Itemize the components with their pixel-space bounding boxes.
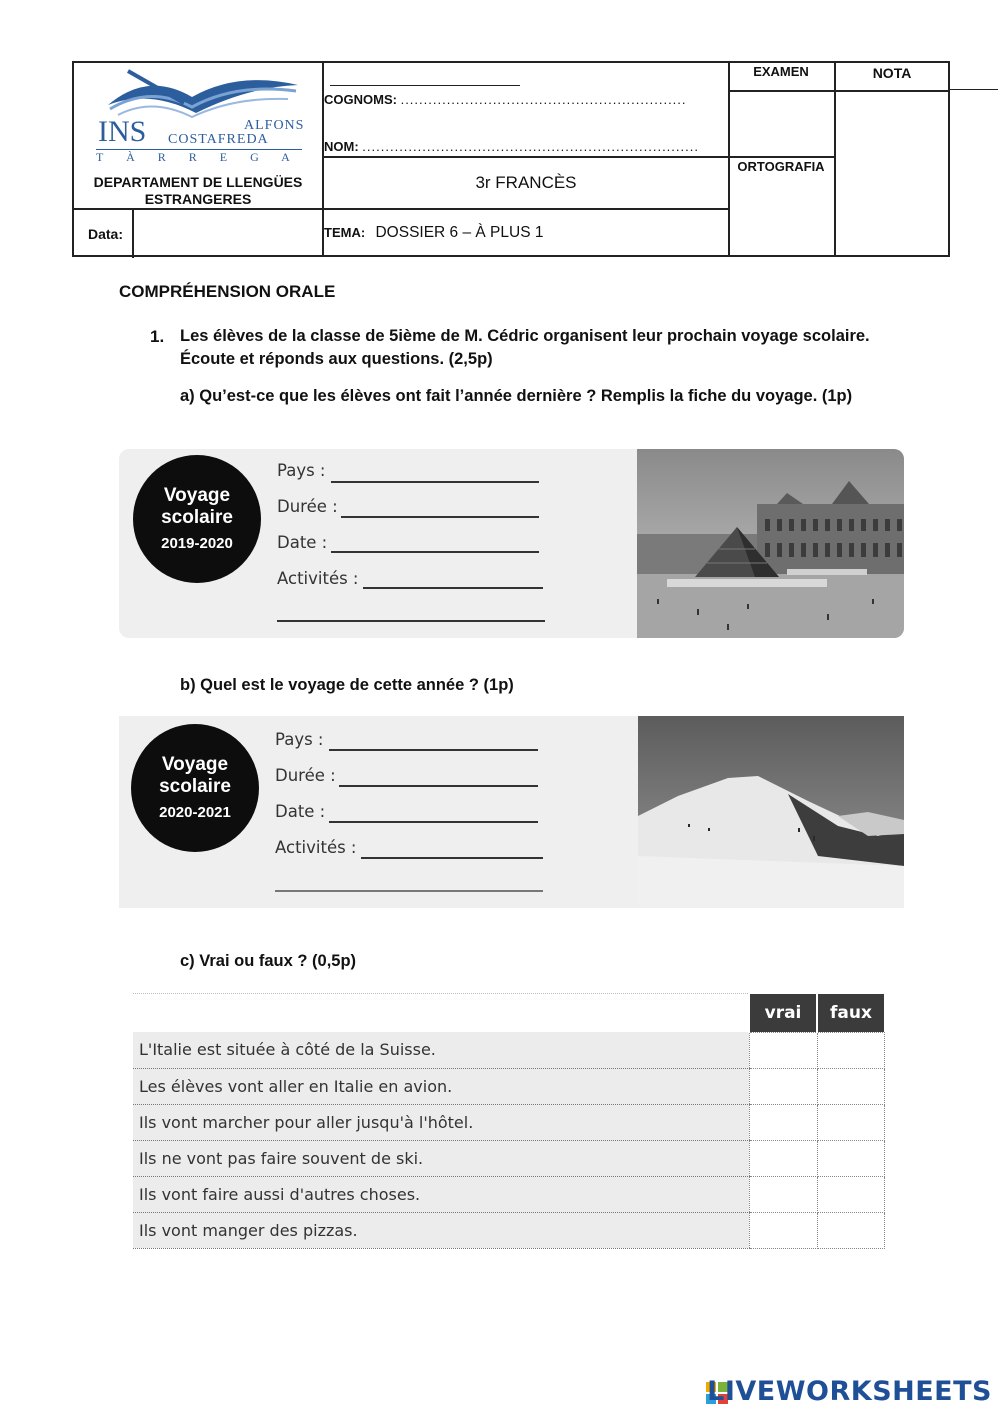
field-b-date-input[interactable] [329, 821, 538, 823]
field-a-activites-label: Activités : [277, 569, 359, 588]
tema-label: TEMA: [324, 225, 366, 240]
badge-b-line1: Voyage [161, 754, 229, 775]
data-label: Data: [88, 226, 124, 242]
badge-a-line1: Voyage [163, 485, 231, 506]
faux-checkbox[interactable] [817, 1176, 884, 1212]
vrai-checkbox[interactable] [749, 1140, 817, 1176]
part-a-prompt: a) Qu’est-ce que les élèves ont fait l’année dernière ? Remplis la fiche du voyage. (1p) [180, 387, 853, 405]
exam-header [72, 61, 950, 257]
fiche-voyage-b [119, 716, 904, 908]
nom-label: NOM: [324, 139, 359, 154]
faux-checkbox[interactable] [817, 1140, 884, 1176]
tema-row [324, 224, 543, 242]
field-a-date-input[interactable] [331, 551, 539, 553]
school-ins: INS [98, 115, 147, 148]
statement-text: Les élèves vont aller en Italie en avion. [133, 1068, 749, 1104]
fiche-voyage-a [119, 449, 904, 638]
table-row [133, 1176, 884, 1212]
cognoms-label: COGNOMS: [324, 92, 397, 107]
statement-text: Ils ne vont pas faire souvent de ski. [133, 1140, 749, 1176]
field-a-date-label: Date : [277, 533, 328, 552]
part-b-prompt: b) Quel est le voyage de cette année ? (1p) [180, 676, 514, 694]
course-name: 3r FRANCÈS [475, 173, 577, 192]
question-text: Les élèves de la classe de 5ième de M. Cédric organisent leur prochain voyage scolaire. Écoute et réponds aux questions. (2,5p) [180, 327, 870, 368]
part-c-prompt: c) Vrai ou faux ? (0,5p) [180, 952, 357, 970]
badge-b-line2: scolaire [159, 776, 231, 797]
snowy-mountain-photo [638, 716, 904, 908]
table-row [133, 1032, 884, 1068]
examen-label: EXAMEN [753, 64, 809, 79]
field-b-pays-label: Pays : [275, 730, 324, 749]
field-b-pays-input[interactable] [329, 749, 538, 751]
field-a-activites-input[interactable] [363, 587, 543, 589]
field-a-pays-input[interactable] [331, 481, 539, 483]
voyage-badge-b [131, 724, 259, 852]
department-name: DEPARTAMENT DE LLENGÜES ESTRANGERES [93, 174, 303, 207]
column-header-vrai: vrai [749, 994, 817, 1033]
field-a-duree-label: Durée : [277, 497, 338, 516]
question-number: 1. [150, 327, 165, 346]
section-title: COMPRÉHENSION ORALE [119, 282, 336, 301]
nom-dots: ......................................................................... [362, 139, 699, 154]
statement-text: Ils vont manger des pizzas. [133, 1212, 749, 1248]
badge-b-year: 2020-2021 [159, 804, 231, 821]
nom-field[interactable] [324, 139, 699, 154]
statement-text: L'Italie est située à côté de la Suisse. [133, 1032, 749, 1068]
vrai-checkbox[interactable] [749, 1212, 817, 1248]
vrai-faux-table [133, 993, 885, 1249]
voyage-badge-a [133, 455, 261, 583]
liveworksheets-brand[interactable]: LIVEWORKSHEETS [707, 1376, 992, 1407]
field-b-activites-label: Activités : [275, 838, 357, 857]
table-header-blank [133, 994, 749, 1033]
school-name-1: ALFONS [244, 118, 305, 133]
field-b-activites-input[interactable] [361, 857, 543, 859]
faux-checkbox[interactable] [817, 1032, 884, 1068]
table-row [133, 1104, 884, 1140]
vrai-checkbox[interactable] [749, 1032, 817, 1068]
vrai-checkbox[interactable] [749, 1176, 817, 1212]
school-name-2: COSTAFREDA [168, 132, 269, 147]
statement-text: Ils vont faire aussi d'autres choses. [133, 1176, 749, 1212]
field-b-date-label: Date : [275, 802, 326, 821]
field-b-duree-input[interactable] [339, 785, 538, 787]
nota-label: NOTA [872, 65, 912, 81]
field-a-duree-input[interactable] [341, 516, 539, 518]
faux-checkbox[interactable] [817, 1068, 884, 1104]
faux-checkbox[interactable] [817, 1104, 884, 1140]
field-a-activites-input-2[interactable] [277, 620, 545, 622]
vrai-checkbox[interactable] [749, 1068, 817, 1104]
statement-text: Ils vont marcher pour aller jusqu'à l'hôtel. [133, 1104, 749, 1140]
faux-checkbox[interactable] [817, 1212, 884, 1248]
tema-value: DOSSIER 6 – À PLUS 1 [375, 224, 544, 241]
louvre-photo [637, 449, 904, 638]
data-input-cell[interactable] [134, 210, 322, 256]
field-b-activites-input-2[interactable] [275, 890, 543, 892]
ortografia-label: ORTOGRAFIA [737, 159, 825, 174]
header-extension-line [950, 89, 998, 90]
cognoms-field[interactable] [324, 92, 687, 107]
table-row [133, 1140, 884, 1176]
column-header-faux: faux [817, 994, 884, 1033]
badge-a-year: 2019-2020 [161, 535, 233, 552]
vrai-checkbox[interactable] [749, 1104, 817, 1140]
table-row [133, 1068, 884, 1104]
badge-a-line2: scolaire [161, 507, 233, 528]
field-a-pays-label: Pays : [277, 461, 326, 480]
field-b-duree-label: Durée : [275, 766, 336, 785]
cognoms-dots: .............................................................. [400, 92, 687, 107]
school-town: T À R R E G A [96, 150, 300, 164]
table-row [133, 1212, 884, 1248]
